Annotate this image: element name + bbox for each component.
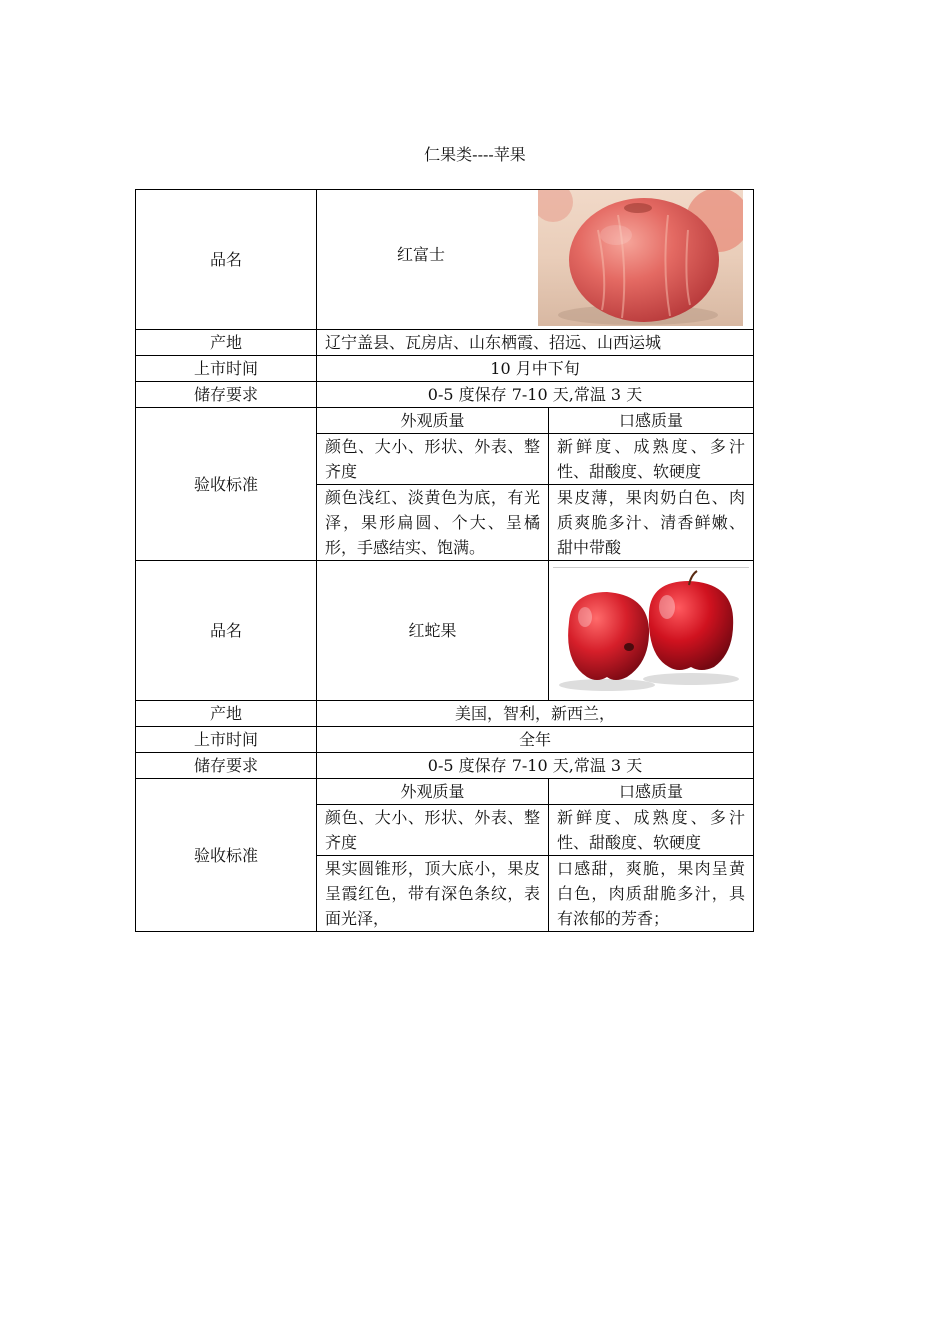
product-2-origin-row	[136, 701, 754, 727]
origin-label: 产地	[136, 330, 317, 356]
product-2-appearance-criteria: 颜色、大小、形状、外表、整齐度	[317, 805, 549, 856]
product-1-origin: 辽宁盖县、瓦房店、山东栖霞、招远、山西运城	[317, 330, 754, 356]
product-2-appearance-desc: 果实圆锥形，顶大底小，果皮呈霞红色，带有深色条纹，表面光泽，	[317, 856, 549, 932]
storage-label: 储存要求	[136, 382, 317, 408]
season-label: 上市时间	[136, 727, 317, 753]
page-title: 仁果类----苹果	[424, 145, 526, 164]
product-2-standard-header-row	[136, 779, 754, 805]
product-2-storage-row	[136, 753, 754, 779]
taste-header: 口感质量	[549, 779, 754, 805]
product-1-name-cell	[317, 190, 754, 330]
season-label: 上市时间	[136, 356, 317, 382]
product-2-taste-criteria: 新鲜度、成熟度、多汁性、甜酸度、软硬度	[549, 805, 754, 856]
name-label: 品名	[136, 190, 317, 330]
fuji-apple-photo-icon	[538, 190, 743, 326]
product-2-storage: 0-5 度保存 7-10 天,常温 3 天	[317, 753, 754, 779]
name-label: 品名	[136, 561, 317, 701]
appearance-header: 外观质量	[317, 779, 549, 805]
product-1-taste-criteria: 新鲜度、成熟度、多汁性、甜酸度、软硬度	[549, 434, 754, 485]
standard-label: 验收标准	[136, 408, 317, 561]
product-1-taste-desc: 果皮薄，果肉奶白色、肉质爽脆多汁、清香鲜嫩、甜中带酸	[549, 485, 754, 561]
product-2-taste-desc: 口感甜，爽脆，果肉呈黄白色，肉质甜脆多汁，具有浓郁的芳香；	[549, 856, 754, 932]
apple-spec-table	[135, 189, 754, 932]
product-1-season: 10 月中下旬	[317, 356, 754, 382]
product-1-storage: 0-5 度保存 7-10 天,常温 3 天	[317, 382, 754, 408]
product-1-name-row	[136, 190, 754, 330]
product-2-season-row	[136, 727, 754, 753]
red-delicious-apple-photo-icon	[549, 567, 749, 698]
product-1-appearance-desc: 颜色浅红、淡黄色为底，有光泽，果形扁圆、个大、呈橘形，手感结实、饱满。	[317, 485, 549, 561]
product-2-origin: 美国，智利，新西兰，	[317, 701, 754, 727]
product-1-season-row	[136, 356, 754, 382]
appearance-header: 外观质量	[317, 408, 549, 434]
product-1-name: 红富士	[397, 245, 446, 264]
product-1-appearance-criteria: 颜色、大小、形状、外表、整齐度	[317, 434, 549, 485]
product-1-origin-row	[136, 330, 754, 356]
standard-label: 验收标准	[136, 779, 317, 932]
product-1-standard-header-row	[136, 408, 754, 434]
origin-label: 产地	[136, 701, 317, 727]
storage-label: 储存要求	[136, 753, 317, 779]
taste-header: 口感质量	[549, 408, 754, 434]
product-2-image-cell	[549, 561, 754, 701]
product-2-name-row	[136, 561, 754, 701]
product-2-name: 红蛇果	[317, 561, 549, 701]
product-2-season: 全年	[317, 727, 754, 753]
product-1-storage-row	[136, 382, 754, 408]
